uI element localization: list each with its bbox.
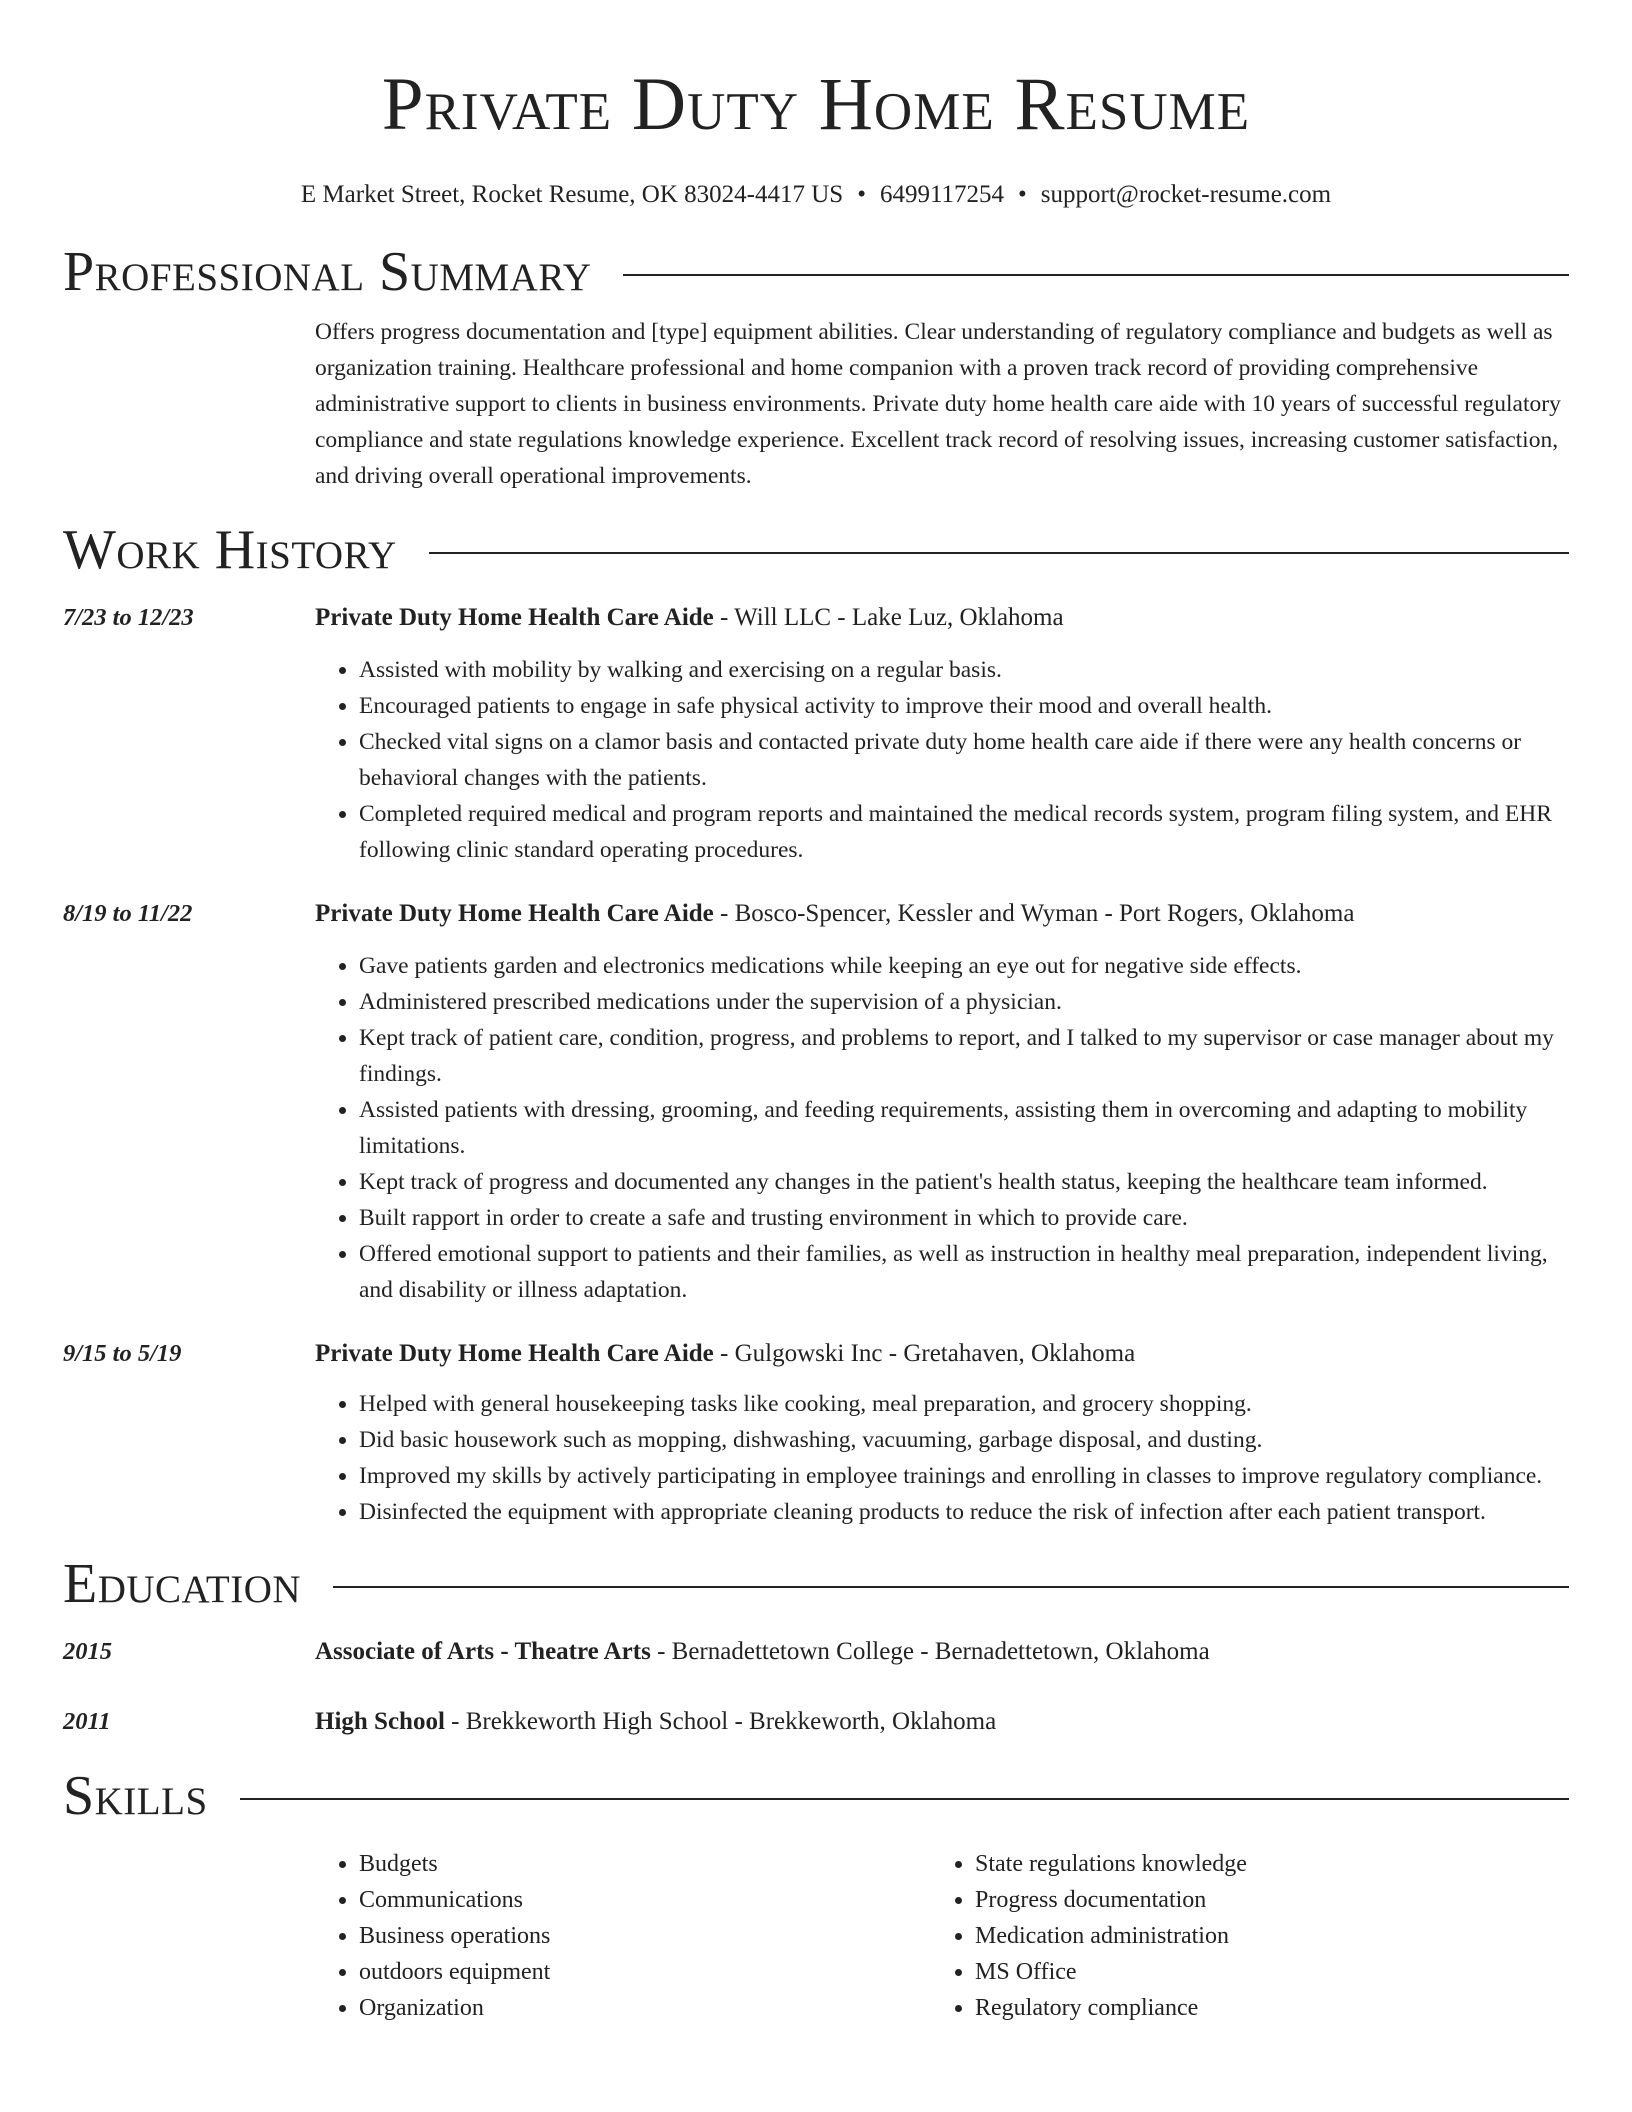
job-title: Private Duty Home Health Care Aide bbox=[315, 604, 714, 631]
list-item: • Medication administration bbox=[975, 1918, 1547, 1954]
job-dates: 9/15 to 5/19 bbox=[63, 1340, 182, 1367]
education-line bbox=[315, 1636, 1210, 1668]
education-details: - Bernadettetown College - Bernadettetown, Oklahoma bbox=[650, 1638, 1210, 1665]
job-header bbox=[63, 1338, 1569, 1370]
job-header bbox=[63, 898, 1569, 930]
skills-list bbox=[315, 1846, 1569, 2026]
resume-name: Private Duty Home Resume bbox=[381, 63, 1251, 146]
contact-email: support@rocket-resume.com bbox=[1040, 181, 1332, 208]
skills-column-left bbox=[315, 1846, 931, 2026]
contact-address: E Market Street, Rocket Resume, OK 83024-4417 US bbox=[300, 181, 844, 208]
list-item: • Encouraged patients to engage in safe physical activity to improve their mood and overall health. bbox=[359, 688, 1569, 724]
job-title-line bbox=[315, 1338, 1135, 1370]
skills-column-right bbox=[931, 1846, 1547, 2026]
job-bullets bbox=[315, 652, 1569, 868]
education-entry bbox=[63, 1706, 1569, 1738]
education-year: 2015 bbox=[63, 1638, 112, 1665]
contact-separator: • bbox=[857, 181, 866, 208]
section-divider bbox=[623, 274, 1569, 276]
list-item: • Kept track of progress and documented any changes in the patient's health status, keeping the healthcare team informed. bbox=[359, 1164, 1569, 1200]
contact-separator: • bbox=[1018, 181, 1027, 208]
section-title: Professional Summary bbox=[63, 241, 592, 303]
job-entry bbox=[63, 1338, 1569, 1530]
section-education-header bbox=[63, 1554, 1569, 1614]
list-item: • Regulatory compliance bbox=[975, 1990, 1547, 2026]
list-item: • Administered prescribed medications under the supervision of a physician. bbox=[359, 984, 1569, 1020]
education-degree: Associate of Arts - Theatre Arts bbox=[315, 1638, 651, 1665]
list-item: • MS Office bbox=[975, 1954, 1547, 1990]
section-title: Work History bbox=[63, 519, 397, 581]
list-item: • Disinfected the equipment with appropriate cleaning products to reduce the risk of infection after each patient transport. bbox=[359, 1494, 1569, 1530]
job-dates: 8/19 to 11/22 bbox=[63, 900, 193, 927]
section-divider bbox=[240, 1798, 1569, 1800]
list-item: • Organization bbox=[359, 1990, 931, 2026]
list-item: • State regulations knowledge bbox=[975, 1846, 1547, 1882]
list-item: • Kept track of patient care, condition, progress, and problems to report, and I talked to my supervisor or case manager about my findings. bbox=[359, 1020, 1569, 1092]
education-line bbox=[315, 1706, 996, 1738]
job-dates: 7/23 to 12/23 bbox=[63, 604, 194, 631]
job-title-line bbox=[315, 602, 1064, 634]
list-item: • Progress documentation bbox=[975, 1882, 1547, 1918]
list-item: • Gave patients garden and electronics medications while keeping an eye out for negative side effects. bbox=[359, 948, 1569, 984]
list-item: • Built rapport in order to create a safe and trusting environment in which to provide care. bbox=[359, 1200, 1569, 1236]
list-item: • Assisted patients with dressing, grooming, and feeding requirements, assisting them in overcoming and adapting to mobility limitations. bbox=[359, 1092, 1569, 1164]
section-divider bbox=[333, 1586, 1569, 1588]
section-divider bbox=[429, 552, 1569, 554]
list-item: • Improved my skills by actively participating in employee trainings and enrolling in classes to improve regulatory compliance. bbox=[359, 1458, 1569, 1494]
contact-phone: 6499117254 bbox=[879, 181, 1005, 208]
job-bullets bbox=[315, 1386, 1569, 1530]
list-item: • Did basic housework such as mopping, dishwashing, vacuuming, garbage disposal, and dusting. bbox=[359, 1422, 1569, 1458]
list-item: • Communications bbox=[359, 1882, 931, 1918]
section-title: Education bbox=[63, 1553, 302, 1615]
list-item: • Checked vital signs on a clamor basis and contacted private duty home health care aide if there were any health concerns or behavioral changes with the patients. bbox=[359, 724, 1569, 796]
job-title: Private Duty Home Health Care Aide bbox=[315, 900, 714, 927]
list-item: • Completed required medical and program reports and maintained the medical records system, program filing system, and EHR following clinic standard operating procedures. bbox=[359, 796, 1569, 868]
list-item: • Assisted with mobility by walking and exercising on a regular basis. bbox=[359, 652, 1569, 688]
list-item: • Business operations bbox=[359, 1918, 931, 1954]
list-item: • Helped with general housekeeping tasks like cooking, meal preparation, and grocery shopping. bbox=[359, 1386, 1569, 1422]
job-title: Private Duty Home Health Care Aide bbox=[315, 1340, 714, 1367]
job-details: - Gulgowski Inc - Gretahaven, Oklahoma bbox=[713, 1340, 1136, 1367]
contact-line bbox=[63, 180, 1569, 210]
job-bullets bbox=[315, 948, 1569, 1308]
list-item: • Offered emotional support to patients and their families, as well as instruction in healthy meal preparation, independent living, and disability or illness adaptation. bbox=[359, 1236, 1569, 1308]
job-title-line bbox=[315, 898, 1354, 930]
summary-text: Offers progress documentation and [type] equipment abilities. Clear understanding of regulatory compliance and budgets as well as organization training. Healthcare professional and home companion with a proven track record of providing comprehensive administrative support to clients in business environments. Private duty home health care aide with 10 years of successful regulatory compliance and state regulations knowledge experience. Excellent track record of resolving issues, increasing customer satisfaction, and driving overall operational improvements. bbox=[315, 319, 1561, 489]
section-skills-header bbox=[63, 1766, 1569, 1826]
job-details: - Bosco-Spencer, Kessler and Wyman - Port Rogers, Oklahoma bbox=[713, 900, 1355, 927]
education-degree: High School bbox=[315, 1708, 445, 1735]
education-year: 2011 bbox=[63, 1708, 111, 1735]
job-entry bbox=[63, 898, 1569, 1308]
job-details: - Will LLC - Lake Luz, Oklahoma bbox=[713, 604, 1064, 631]
section-title: Skills bbox=[63, 1765, 208, 1827]
education-entry bbox=[63, 1636, 1569, 1668]
section-summary-header bbox=[63, 242, 1569, 302]
list-item: • outdoors equipment bbox=[359, 1954, 931, 1990]
list-item: • Budgets bbox=[359, 1846, 931, 1882]
job-header bbox=[63, 602, 1569, 634]
job-entry bbox=[63, 602, 1569, 868]
section-work-header bbox=[63, 520, 1569, 580]
education-details: - Brekkeworth High School - Brekkeworth, Oklahoma bbox=[444, 1708, 997, 1735]
